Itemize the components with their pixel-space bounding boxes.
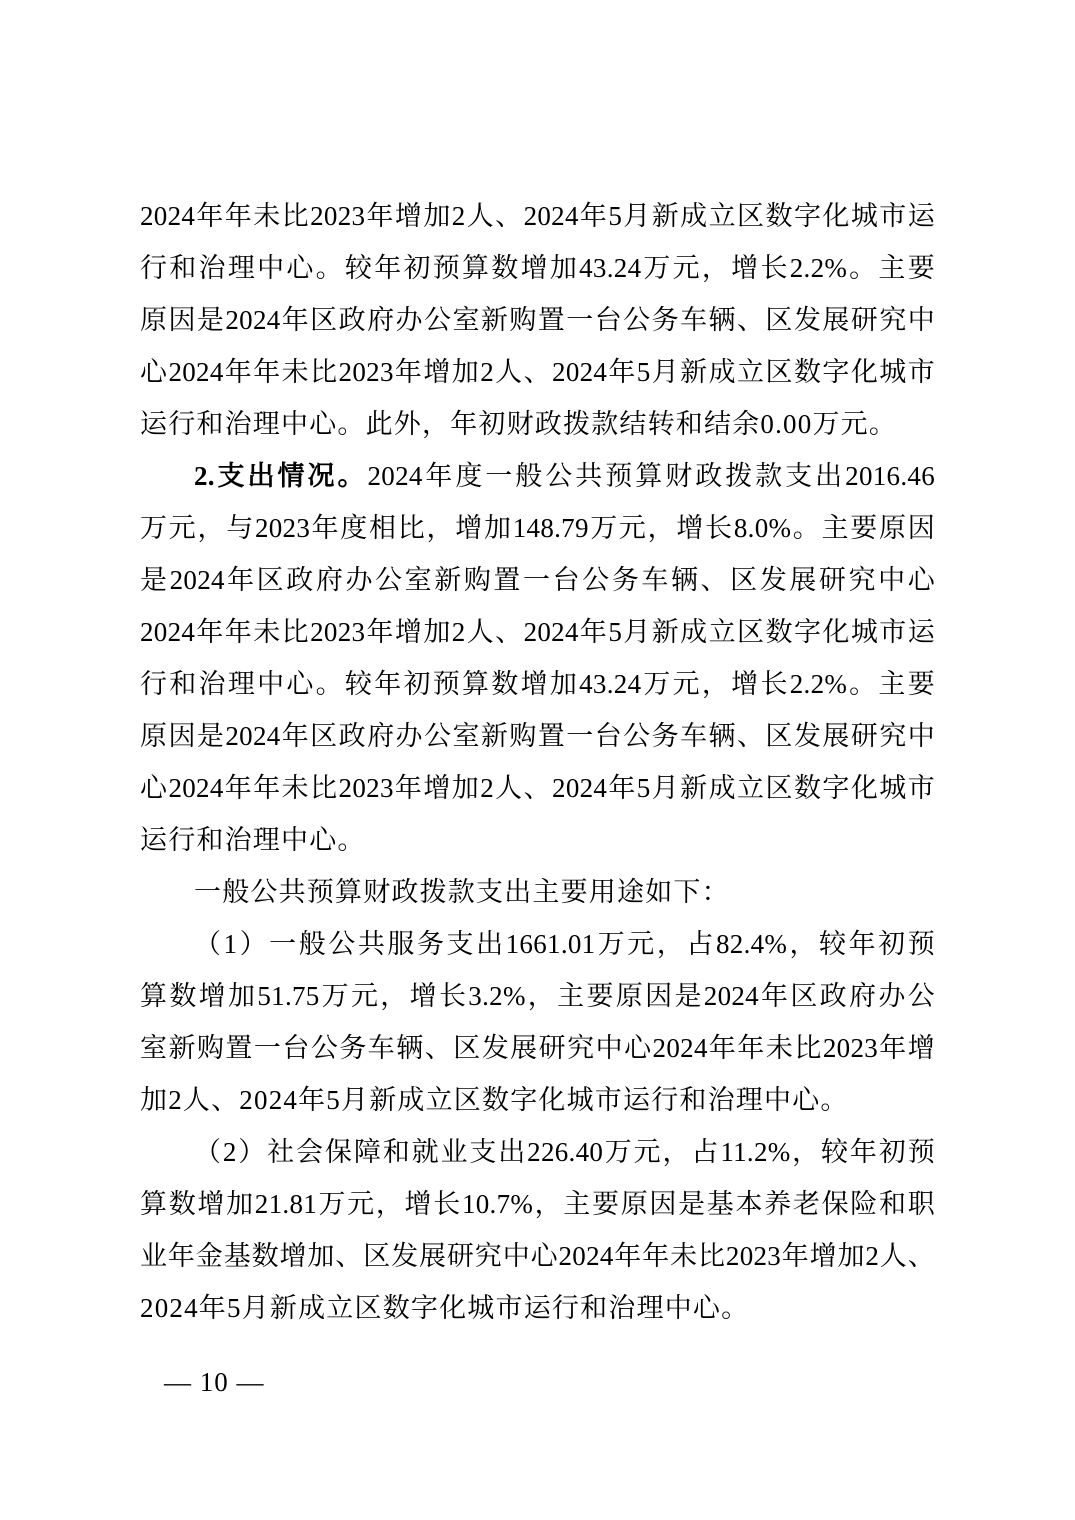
text-line — [140, 398, 935, 450]
text-run: 室新购置一台公务车辆、区发展研究中心2024年年未比2023年增 — [140, 1033, 935, 1063]
text-line — [140, 1230, 935, 1282]
text-line — [140, 658, 935, 710]
carryover-paragraph — [140, 190, 935, 450]
expenditure-paragraph — [140, 450, 935, 866]
text-line — [140, 814, 935, 866]
text-line — [140, 606, 935, 658]
text-run: 2024年度一般公共预算财政拨款支出2016.46 — [367, 461, 935, 491]
text-run: 加2人、2024年5月新成立区数字化城市运行和治理中心。 — [140, 1085, 849, 1115]
text-run: 是2024年区政府办公室新购置一台公务车辆、区发展研究中心 — [140, 565, 935, 595]
text-line — [140, 1178, 935, 1230]
text-line — [140, 554, 935, 606]
text-line — [140, 1022, 935, 1074]
text-run: 一般公共预算财政拨款支出主要用途如下： — [194, 877, 730, 907]
text-run: 2024年年未比2023年增加2人、2024年5月新成立区数字化城市运 — [140, 617, 935, 647]
text-run: 万元，与2023年度相比，增加148.79万元，增长8.0%。主要原因 — [140, 513, 935, 543]
text-run: 2024年5月新成立区数字化城市运行和治理中心。 — [140, 1293, 750, 1323]
text-run: 算数增加21.81万元，增长10.7%，主要原因是基本养老保险和职 — [140, 1189, 935, 1219]
text-line — [140, 1126, 935, 1178]
text-line — [140, 190, 935, 242]
bold-run: 2.支出情况。 — [194, 461, 368, 491]
page-number: — 10 — — [164, 1367, 265, 1397]
text-line — [140, 970, 935, 1022]
usage-intro-paragraph — [140, 866, 935, 918]
text-run: 行和治理中心。较年初预算数增加43.24万元，增长2.2%。主要 — [140, 669, 935, 699]
text-run: 算数增加51.75万元，增长3.2%，主要原因是2024年区政府办公 — [140, 981, 935, 1011]
item-1-paragraph — [140, 918, 935, 1126]
text-line — [140, 450, 935, 502]
text-run: 业年金基数增加、区发展研究中心2024年年未比2023年增加2人、 — [140, 1241, 935, 1271]
text-line — [140, 866, 935, 918]
text-run: 原因是2024年区政府办公室新购置一台公务车辆、区发展研究中 — [140, 721, 935, 751]
text-line — [140, 918, 935, 970]
text-line — [140, 1282, 935, 1334]
text-run: 运行和治理中心。 — [140, 825, 366, 855]
text-line — [140, 346, 935, 398]
text-run: 运行和治理中心。此外，年初财政拨款结转和结余0.00万元。 — [140, 409, 898, 439]
text-line — [140, 242, 935, 294]
text-run: 2024年年未比2023年增加2人、2024年5月新成立区数字化城市运 — [140, 201, 935, 231]
text-run: （2）社会保障和就业支出226.40万元，占11.2%，较年初预 — [194, 1137, 935, 1167]
text-line — [140, 1074, 935, 1126]
text-run: 心2024年年未比2023年增加2人、2024年5月新成立区数字化城市 — [140, 773, 935, 803]
document-body — [140, 190, 935, 1334]
text-line — [140, 502, 935, 554]
text-line — [140, 710, 935, 762]
text-run: （1）一般公共服务支出1661.01万元，占82.4%，较年初预 — [194, 929, 935, 959]
item-2-paragraph — [140, 1126, 935, 1334]
text-line — [140, 294, 935, 346]
text-run: 原因是2024年区政府办公室新购置一台公务车辆、区发展研究中 — [140, 305, 935, 335]
text-run: 行和治理中心。较年初预算数增加43.24万元，增长2.2%。主要 — [140, 253, 935, 283]
text-line — [140, 762, 935, 814]
text-run: 心2024年年未比2023年增加2人、2024年5月新成立区数字化城市 — [140, 357, 935, 387]
